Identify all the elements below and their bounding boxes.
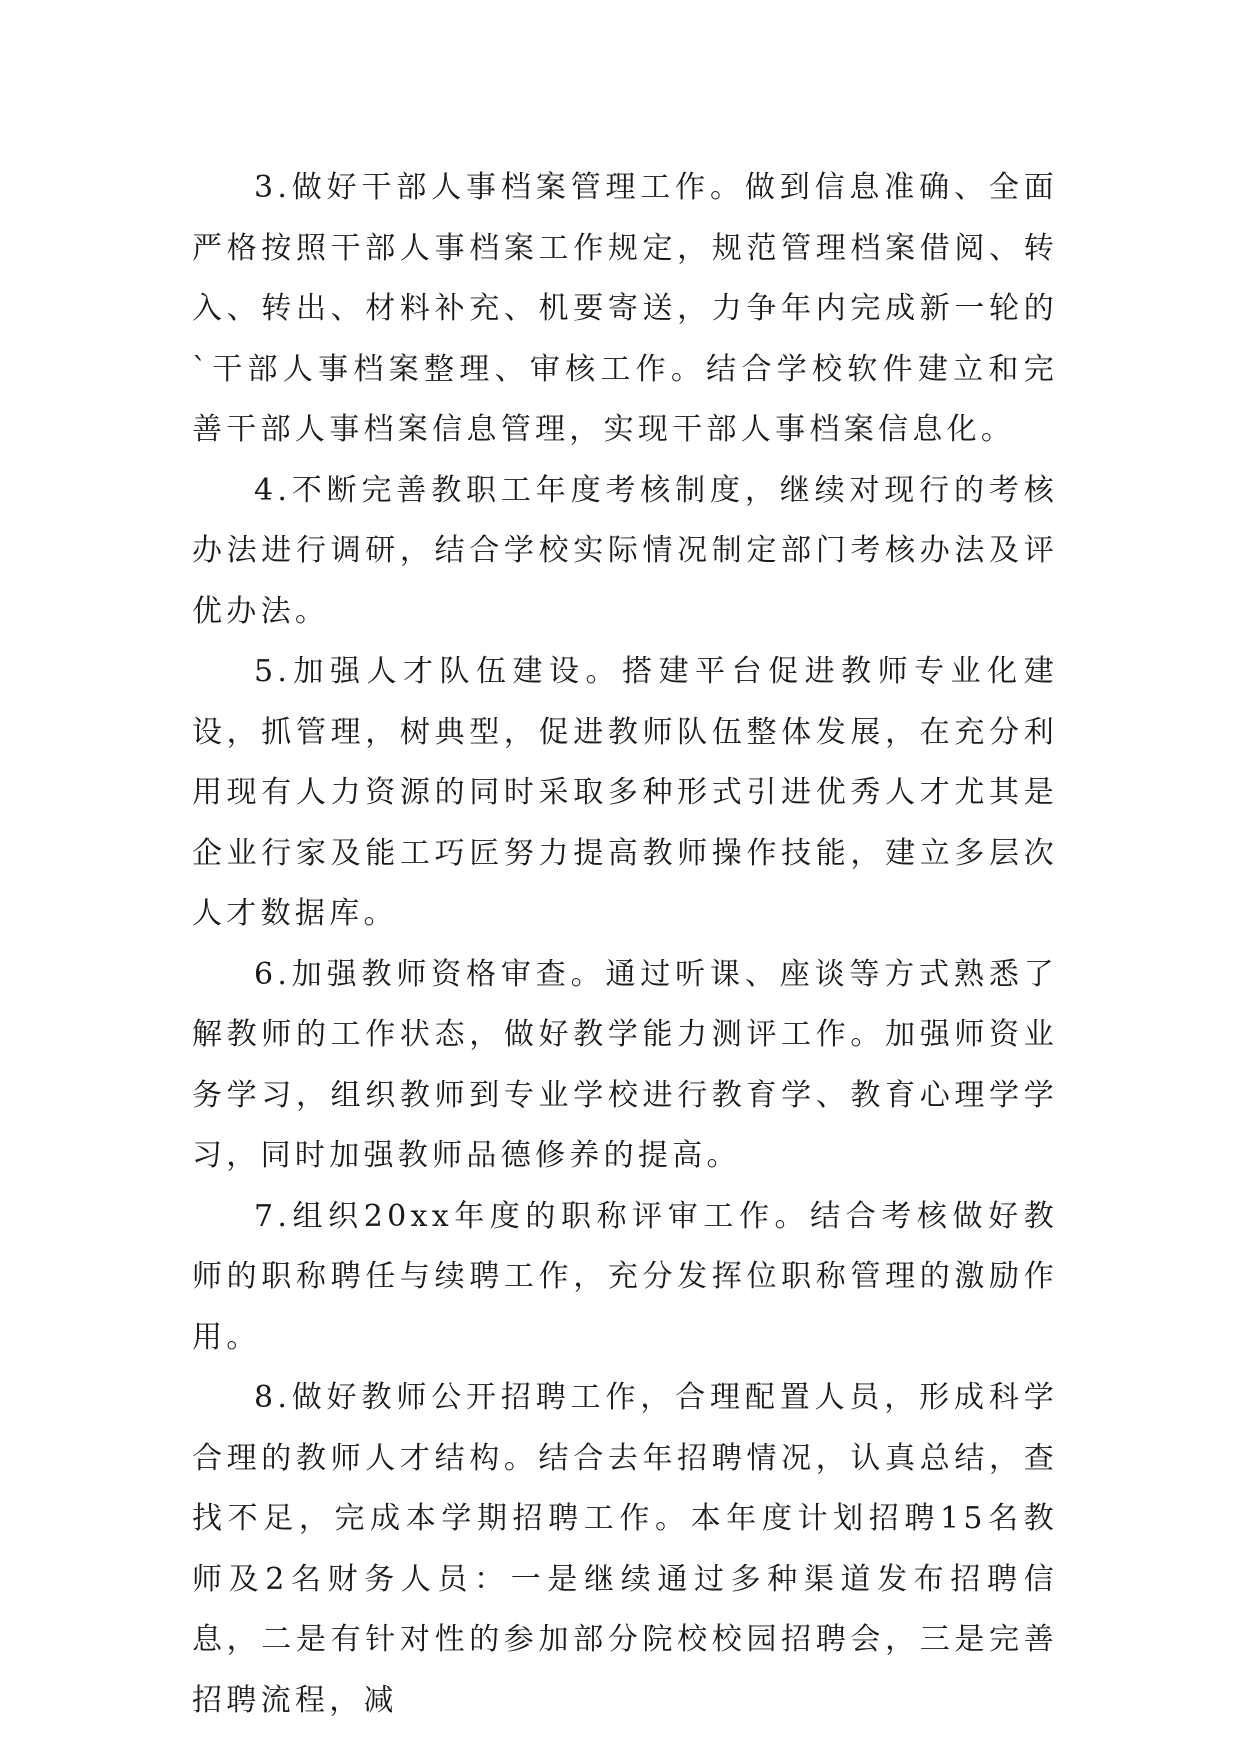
document-body xyxy=(192,158,1058,1731)
paragraph-talent-team: 5.加强人才队伍建设。搭建平台促进教师专业化建设，抓管理，树典型，促进教师队伍整体发展，在充分利用现有人力资源的同时采取多种形式引进优秀人才尤其是企业行家及能工巧匠努力提高教师操作技能，建立多层次人才数据库。 xyxy=(192,654,1058,931)
paragraph-recruitment: 8.做好教师公开招聘工作，合理配置人员，形成科学合理的教师人才结构。结合去年招聘情况，认真总结，查找不足，完成本学期招聘工作。本年度计划招聘15名教师及2名财务人员：一是继续通过多种渠道发布招聘信息，二是有针对性的参加部分院校校园招聘会，三是完善招聘流程，减 xyxy=(192,1380,1058,1718)
paragraph-archive-management: 3.做好干部人事档案管理工作。做到信息准确、全面严格按照干部人事档案工作规定，规范管理档案借阅、转入、转出、材料补充、机要寄送，力争年内完成新一轮的`干部人事档案整理、审核工作。结合学校软件建立和完善干部人事档案信息管理，实现干部人事档案信息化。 xyxy=(192,170,1058,447)
paragraph-qualification-review: 6.加强教师资格审查。通过听课、座谈等方式熟悉了解教师的工作状态，做好教学能力测评工作。加强师资业务学习，组织教师到专业学校进行教育学、教育心理学学习，同时加强教师品德修养的提高。 xyxy=(192,956,1058,1173)
paragraph-annual-assessment: 4.不断完善教职工年度考核制度，继续对现行的考核办法进行调研，结合学校实际情况制定部门考核办法及评优办法。 xyxy=(192,472,1058,629)
paragraph-title-evaluation: 7.组织20xx年度的职称评审工作。结合考核做好教师的职称聘任与续聘工作，充分发挥位职称管理的激励作用。 xyxy=(192,1198,1058,1355)
